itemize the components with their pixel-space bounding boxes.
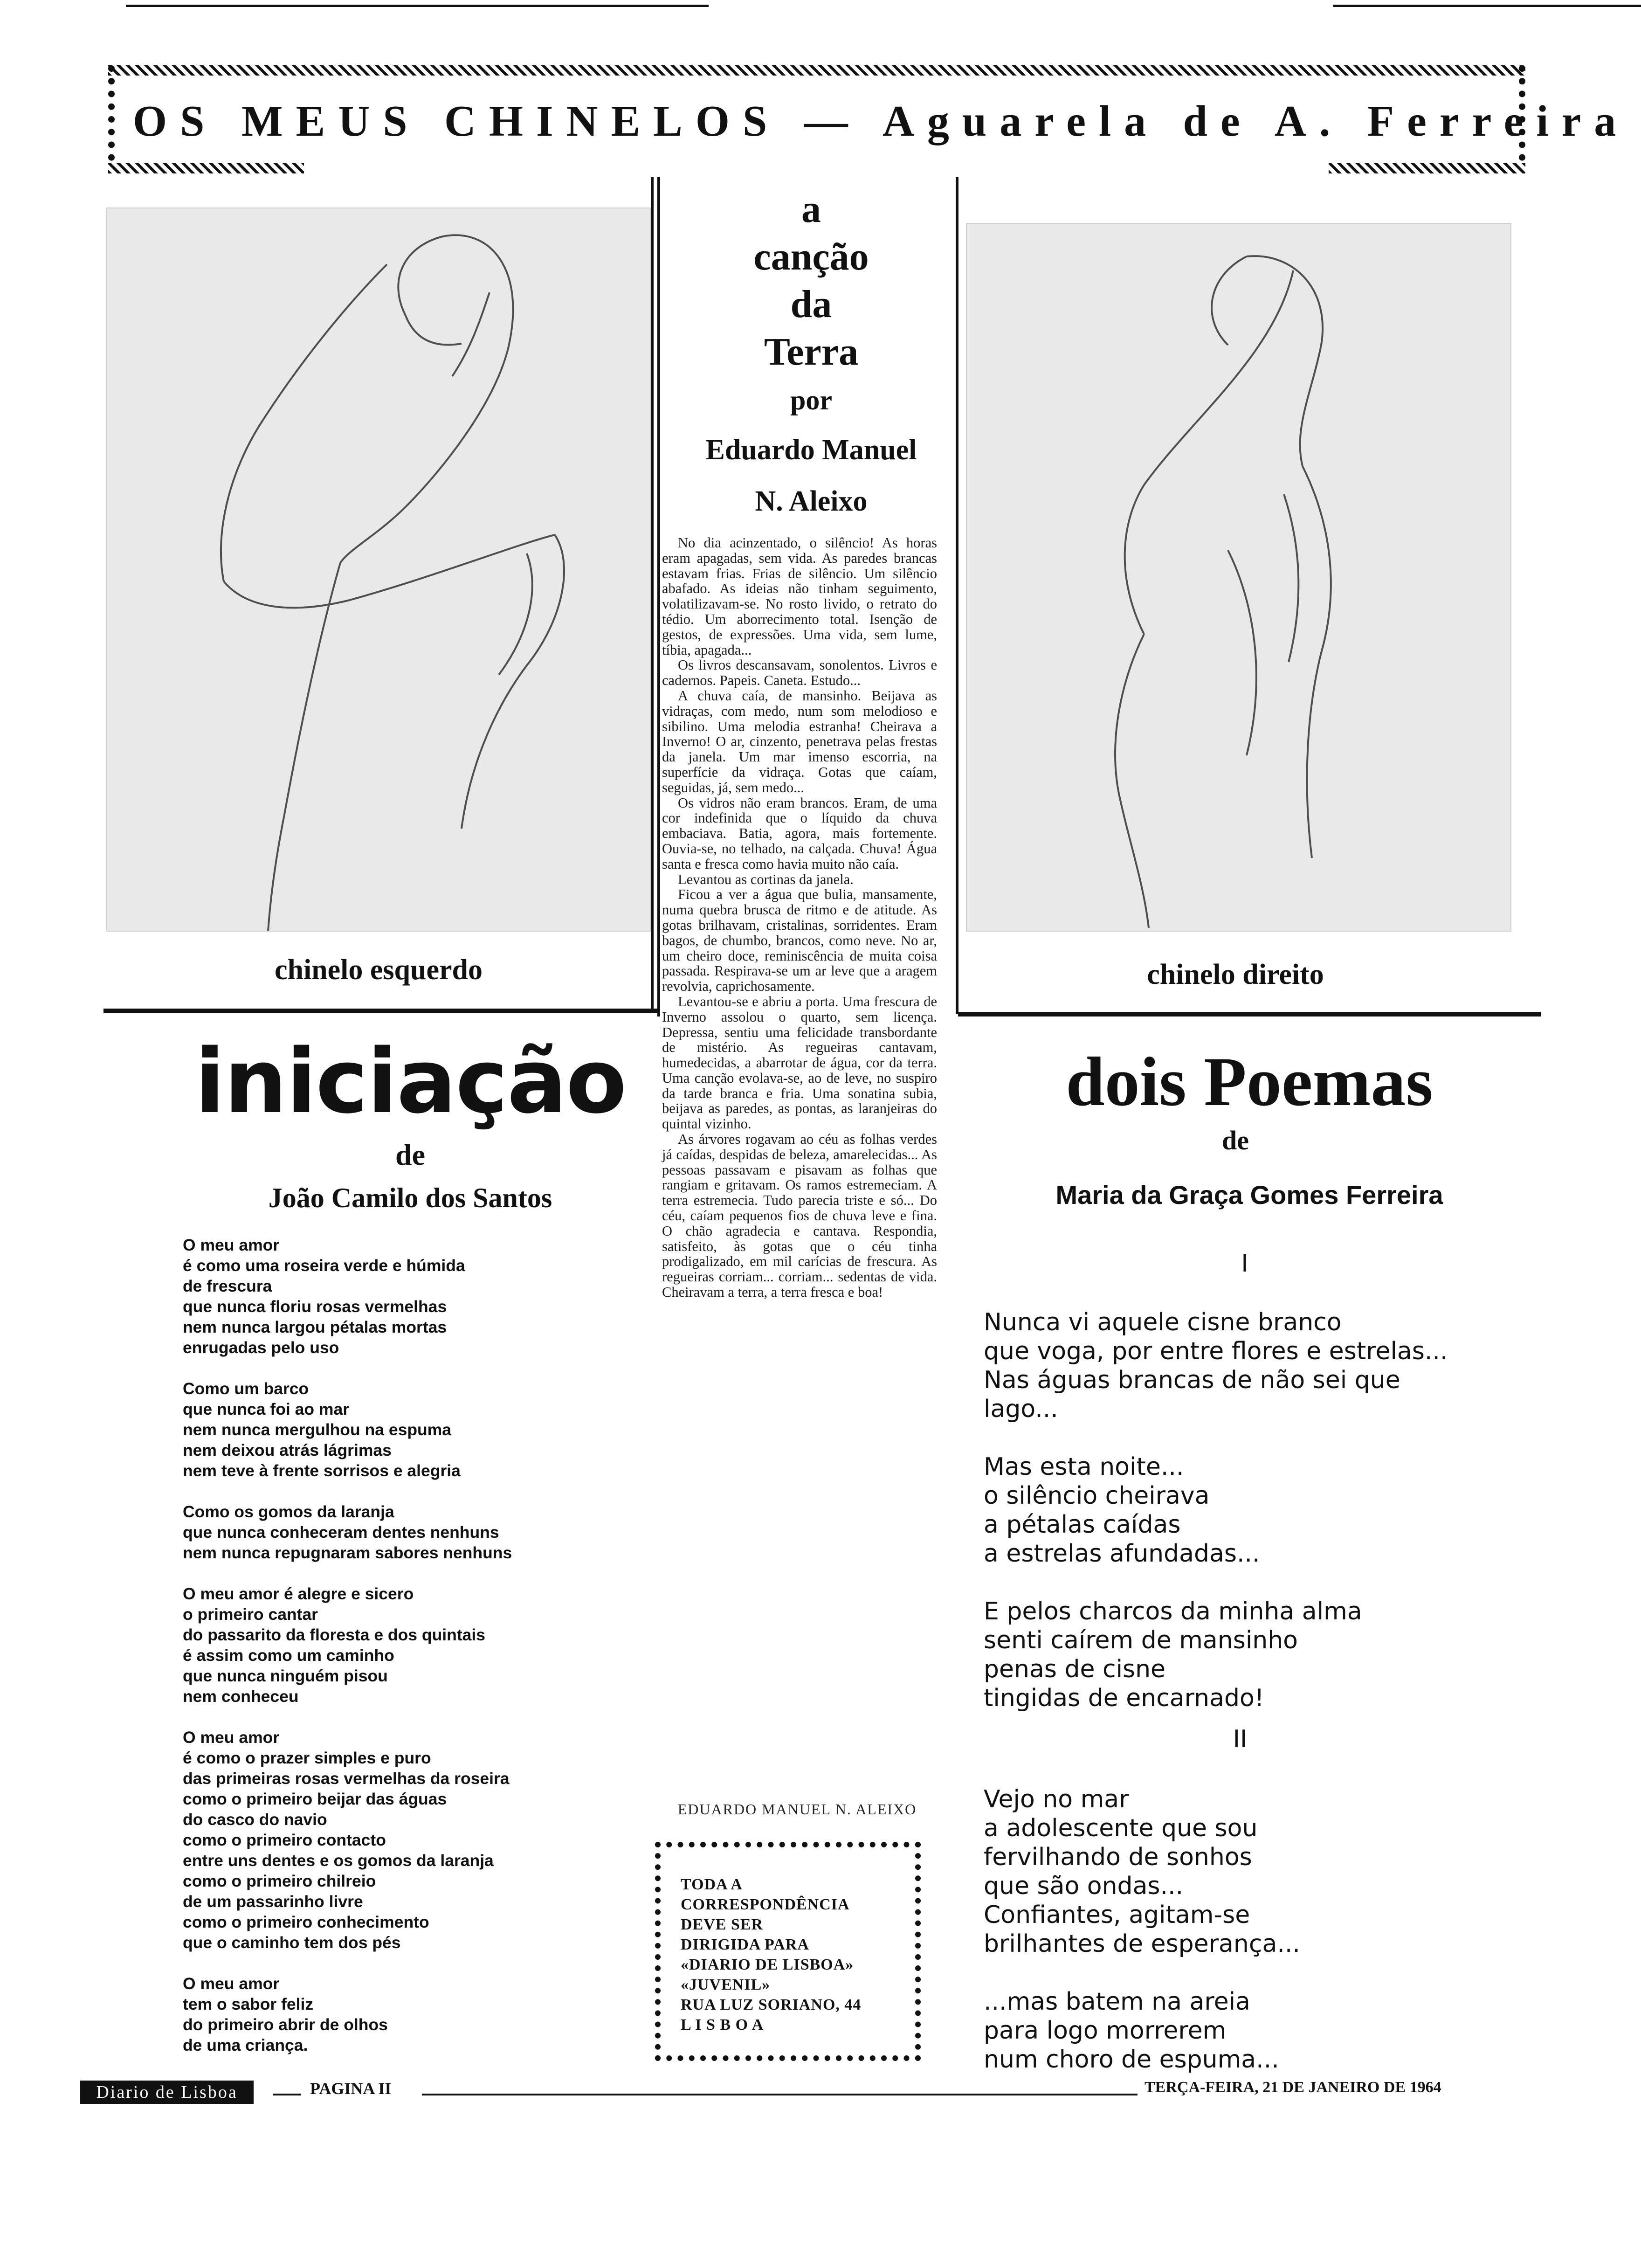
poem-right-stanza: [984, 1308, 1473, 1424]
poem-line: Vejo no mar: [984, 1785, 1129, 1813]
poem-line: o primeiro cantar: [183, 1605, 318, 1624]
poem-line: para logo morrerem: [984, 2017, 1227, 2045]
left-slipper-drawing: [106, 207, 651, 932]
poem-left-stanza: [183, 1235, 602, 1358]
right-image-border-left: [956, 177, 958, 1014]
top-edge-rule-right: [1333, 5, 1641, 7]
poem-right-de: de: [1222, 1125, 1249, 1155]
poem-left-body: [183, 1235, 602, 2055]
poem-line: enrugadas pelo uso: [183, 1338, 339, 1357]
story-paragraph: Ficou a ver a água que bulia, mansamente, numa quebra brusca de ritmo e de atitude. As gotas brilhavam, cristalinas, sorridentes. Eram bagos, de chumbo, brancos, como neve. No ar, um cheiro doce, reminiscência de muita coisa passada. Respirava-se um ar leve que a aragem revolvia, caprichosamente.: [662, 886, 937, 995]
poem-line: Confiantes, agitam-se: [984, 1901, 1250, 1929]
notice-line: «DIARIO DE LISBOA»: [681, 1956, 854, 1973]
poem-line: Nunca vi aquele cisne branco: [984, 1308, 1342, 1336]
poem-line: é como uma roseira verde e húmida: [183, 1256, 465, 1275]
poem-line: que voga, por entre flores e estrelas...: [984, 1337, 1448, 1365]
poem-line: fervilhando de sonhos: [984, 1843, 1252, 1871]
center-column-rule-left: [657, 177, 660, 1016]
left-image-border-right: [651, 177, 654, 1010]
poem-left-stanza: [183, 1727, 602, 1953]
right-drawing-caption: chinelo direito: [1147, 959, 1324, 990]
banner-bottom-border-left: [108, 163, 304, 173]
notice-line: TODA A: [681, 1876, 743, 1893]
poem-line: é como o prazer simples e puro: [183, 1749, 431, 1767]
poem-line: que nunca foi ao mar: [183, 1400, 350, 1418]
poem-line: do primeiro abrir de olhos: [183, 2015, 388, 2034]
notice-line: «JUVENIL»: [681, 1976, 771, 1993]
poem-right-part-1: [984, 1308, 1473, 1713]
poem-line: penas de cisne: [984, 1655, 1166, 1683]
poem-line: como o primeiro beijar das águas: [183, 1790, 447, 1808]
poem-line: O meu amor: [183, 1974, 280, 1993]
story-paragraph: Os vidros não eram brancos. Eram, de uma cor indefinida que o líquido da chuva embaciava. Batia, agora, mais fortemente. Ouvia-se, no telhado, na calçada. Chuva! Água santa e fresca como havia muito não caía.: [662, 795, 937, 872]
poem-line: Nas águas brancas de não sei que lago...: [984, 1366, 1400, 1423]
notice-line: L I S B O A: [681, 2016, 764, 2033]
poem-right-part-2: [984, 1785, 1473, 2074]
left-slipper-sketch: [107, 208, 651, 932]
footer-rule-long: [422, 2094, 1138, 2095]
poem-left-title: iniciação: [194, 1030, 626, 1133]
poem-line: num choro de espuma...: [984, 2046, 1279, 2074]
poem-line: a estrelas afundadas...: [984, 1540, 1260, 1568]
top-edge-rule: [126, 5, 709, 7]
poem-right-stanza: [984, 1987, 1473, 2074]
poem-right-stanza: [984, 1597, 1473, 1713]
poem-line: nem nunca repugnaram sabores nenhuns: [183, 1543, 512, 1562]
poem-line: como o primeiro conhecimento: [183, 1913, 429, 1931]
poem-line: entre uns dentes e os gomos da laranja: [183, 1851, 494, 1870]
poem-line: que são ondas...: [984, 1872, 1184, 1900]
poem-right-title: dois Poemas: [1066, 1043, 1433, 1120]
notice-line: DEVE SER: [681, 1916, 764, 1933]
story-title-line-4: Terra: [764, 330, 859, 373]
poem-line: nem nunca mergulhou na espuma: [183, 1420, 451, 1439]
poem-line: senti caírem de mansinho: [984, 1626, 1298, 1654]
poem-line: O meu amor: [183, 1236, 280, 1254]
poem-left-stanza: [183, 1501, 602, 1563]
poem-line: Como os gomos da laranja: [183, 1502, 394, 1521]
poem-right-author: Maria da Graça Gomes Ferreira: [1055, 1180, 1443, 1210]
left-drawing-caption: chinelo esquerdo: [274, 954, 483, 986]
poem-line: como o primeiro chilreio: [183, 1872, 376, 1890]
story-por: por: [790, 385, 832, 415]
poem-right-part-2-label: II: [1233, 1725, 1248, 1753]
banner-bottom-border-right: [1329, 163, 1525, 173]
story-paragraph: Os livros descansavam, sonolentos. Livros e cadernos. Papeis. Caneta. Estudo...: [662, 657, 937, 689]
story-title-line-1: a: [801, 187, 821, 231]
right-slipper-sketch: [967, 224, 1511, 932]
left-image-border-bottom: [103, 1009, 658, 1013]
poem-left-author: João Camilo dos Santos: [268, 1182, 552, 1213]
poem-line: nem nunca largou pétalas mortas: [183, 1318, 447, 1336]
poem-line: que nunca floriu rosas vermelhas: [183, 1297, 447, 1316]
poem-line: do passarito da floresta e dos quintais: [183, 1625, 486, 1644]
poem-left-de: de: [395, 1138, 425, 1171]
poem-line: Como um barco: [183, 1379, 309, 1398]
poem-line: O meu amor é alegre e sicero: [183, 1584, 414, 1603]
poem-line: E pelos charcos da minha alma: [984, 1597, 1362, 1625]
story-title-line-2: canção: [753, 235, 869, 278]
right-image-border-bottom: [958, 1012, 1541, 1016]
poem-right-stanza: [984, 1452, 1473, 1568]
newspaper-logo: Diario de Lisboa: [80, 2081, 254, 2104]
banner-title: OS MEUS CHINELOS — Aguarela de A. Ferreira: [133, 97, 1629, 145]
poem-line: das primeiras rosas vermelhas da roseira: [183, 1769, 510, 1788]
poem-left-stanza: [183, 1378, 602, 1481]
notice-line: CORRESPONDÊNCIA: [681, 1896, 850, 1913]
story-signature: EDUARDO MANUEL N. ALEIXO: [677, 1801, 917, 1818]
poem-line: que o caminho tem dos pés: [183, 1933, 401, 1952]
poem-line: tingidas de encarnado!: [984, 1684, 1264, 1712]
poem-line: de uma criança.: [183, 2036, 308, 2054]
poem-line: brilhantes de esperança...: [984, 1930, 1300, 1958]
story-paragraph: As árvores rogavam ao céu as folhas verdes já caídas, despidas de beleza, amarelecidas... As pessoas passavam e pisavam as folhas que rangiam e gritavam. Os ramos estremeciam. A terra estremecia. Tudo parecia triste e só... Do céu, caíam pequenos fios de chuva leve e fina. O chão agradecia e cantava. Respondia, satisfeito, às gotas que o céu tinha prodigalizado, em mil carícias de frescura. As regueiras corriam... corriam... sedentas de vida. Cheiravam a terra, a terra fresca e boa!: [662, 1131, 937, 1300]
story-body: [662, 535, 937, 1300]
poem-line: a adolescente que sou: [984, 1814, 1258, 1842]
story-title-line-3: da: [790, 283, 832, 326]
story-author-line-2: N. Aleixo: [755, 485, 868, 517]
poem-left-stanza: [183, 1973, 602, 2055]
story-author-line-1: Eduardo Manuel: [705, 434, 917, 466]
poem-line: de um passarinho livre: [183, 1892, 363, 1911]
poem-line: Mas esta noite...: [984, 1453, 1184, 1481]
poem-line: o silêncio cheirava: [984, 1482, 1210, 1510]
poem-line: como o primeiro contacto: [183, 1831, 386, 1849]
poem-line: nem conheceu: [183, 1687, 299, 1706]
poem-line: nem teve à frente sorrisos e alegria: [183, 1461, 461, 1480]
footer-page-number: PAGINA II: [310, 2079, 392, 2098]
poem-line: que nunca ninguém pisou: [183, 1666, 388, 1685]
story-paragraph: Levantou-se e abriu a porta. Uma frescura de Inverno assolou o quarto, sem licença. Depressa, sentiu uma felicidade transbordante de mistério. As regueiras cantavam, humedecidas, a abarrotar de água, cor da terra. Uma canção evolava-se, ao de leve, no suspiro da tarde branca e fria. Uma sonatina subia, beijava as paredes, as pontas, as laranjeiras do quintal vizinho.: [662, 993, 937, 1132]
poem-line: nem deixou atrás lágrimas: [183, 1441, 392, 1459]
poem-line: é assim como um caminho: [183, 1646, 394, 1665]
right-slipper-drawing: [966, 223, 1511, 932]
story-paragraph: A chuva caía, de mansinho. Beijava as vidraças, com medo, num som melodioso e sibilino. Uma melodia estranha! Cheirava a Inverno! O ar, cinzento, penetrava pelas frestas da janela. Um mar imenso escorria, na superfície da vidraça. Gotas que caíam, seguidas, já, sem medo...: [662, 687, 937, 795]
poem-line: a pétalas caídas: [984, 1511, 1181, 1539]
notice-line: RUA LUZ SORIANO, 44: [681, 1996, 862, 2013]
poem-line: de frescura: [183, 1277, 272, 1295]
notice-line: DIRIGIDA PARA: [681, 1936, 809, 1953]
poem-line: ...mas batem na areia: [984, 1988, 1250, 2016]
story-paragraph: No dia acinzentado, o silêncio! As horas eram apagadas, sem vida. As paredes brancas estavam frias. Frias de silêncio. Um silêncio abafado. As ideias não tinham seguimento, volatilizavam-se. No rosto livido, o retrato do tédio. Um aborrecimento total. Isenção de gestos, de expressões. Uma vida, sem lume, tíbia, apagada...: [662, 535, 937, 658]
poem-right-part-1-label: I: [1241, 1250, 1248, 1278]
footer-rule-short: [273, 2094, 301, 2095]
poem-line: que nunca conheceram dentes nenhuns: [183, 1523, 499, 1542]
footer-date: TERÇA-FEIRA, 21 DE JANEIRO DE 1964: [1145, 2079, 1441, 2096]
story-paragraph: Levantou as cortinas da janela.: [678, 871, 854, 887]
poem-line: do casco do navio: [183, 1810, 327, 1829]
poem-right-stanza: [984, 1785, 1473, 1958]
poem-line: O meu amor: [183, 1728, 280, 1747]
correspondence-notice-text: [681, 1874, 904, 2035]
poem-left-stanza: [183, 1583, 602, 1707]
poem-line: tem o sabor feliz: [183, 1995, 314, 2013]
